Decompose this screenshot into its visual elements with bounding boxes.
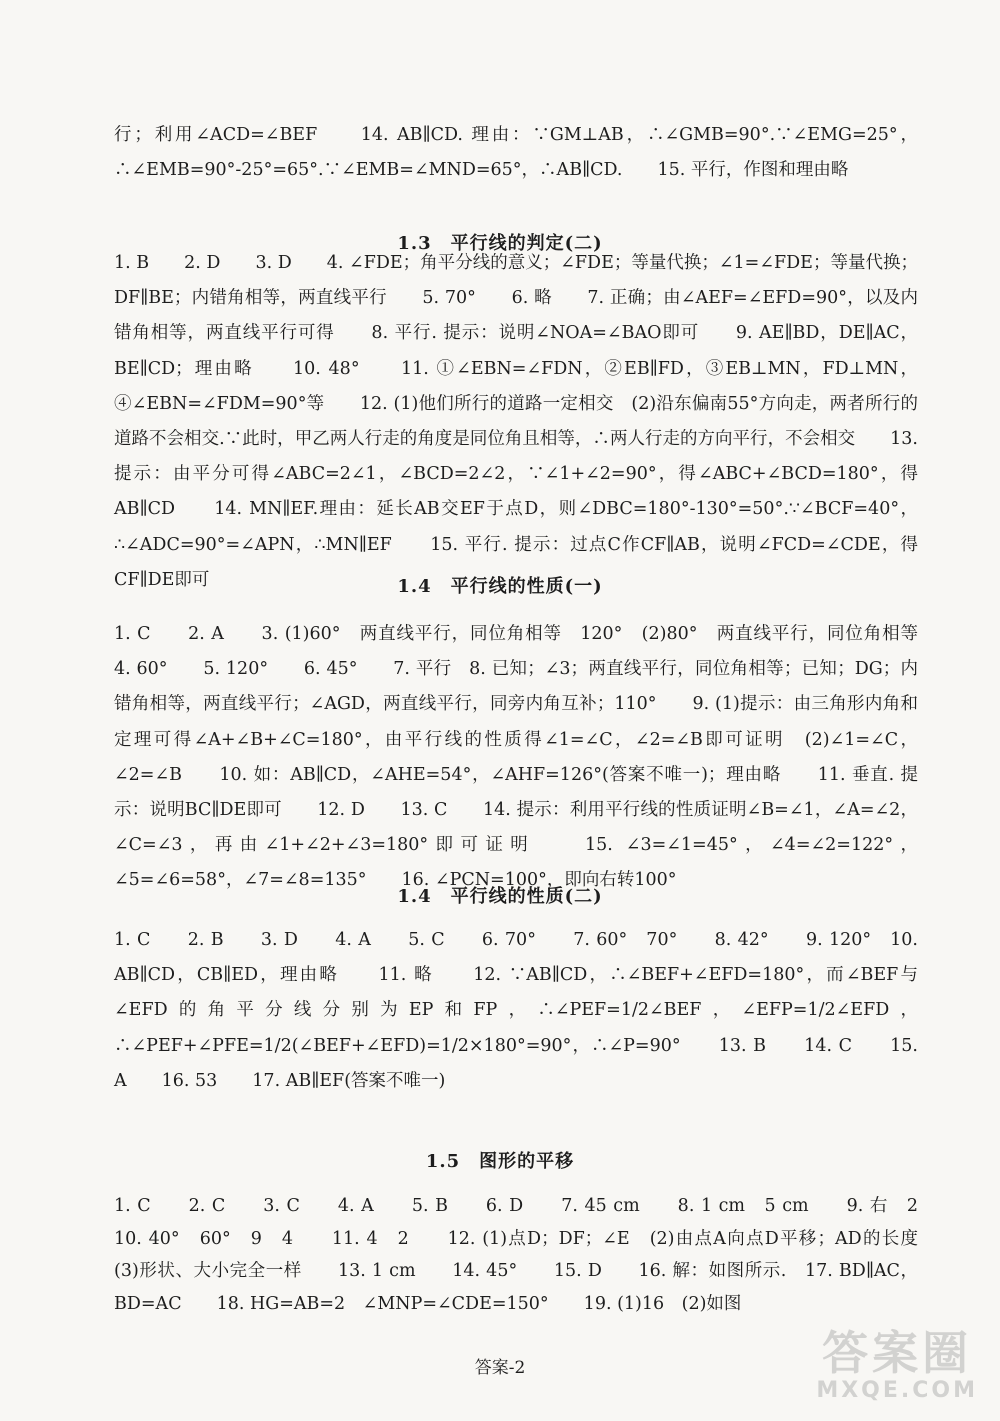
page-number: 答案-2: [474, 1358, 526, 1378]
section-1-4-b-answers: 1. C 2. B 3. D 4. A 5. C 6. 70° 7. 60° 70° 8. 42° 9. 120° 10. AB∥CD，CB∥ED，理由略 11. 略 12. ∵AB∥CD，∴∠BEF+∠EFD=180°，而∠BEF与∠EFD的角平分线分别为EP和FP，∴∠PEF=1/2∠BEF，∠EFP=1/2∠EFD，∴∠PEF+∠PFE=1/2(∠BEF+∠EFD)=1/2×180°=90°，∴∠P=90° 13. B 14. C 15. A 16. 53 17. AB∥EF(答案不唯一): [114, 930, 918, 1091]
section-1-4-a-answers: 1. C 2. A 3. (1)60° 两直线平行，同位角相等 120° (2)80° 两直线平行，同位角相等 4. 60° 5. 120° 6. 45° 7. 平行 8. 已知；∠3；两直线平行，同位角相等；已知；DG；内错角相等，两直线平行；∠AGD，两直线平行，同旁内角互补；110° 9. (1)提示：由三角形内角和定理可得∠A+∠B+∠C=180°，由平行线的性质得∠1=∠C，∠2=∠B即可证明 (2)∠1=∠C，∠2=∠B 10. 如：AB∥CD，∠AHE=54°，∠AHF=126°(答案不唯一)；理由略 11. 垂直. 提示：说明BC∥DE即可 12. D 13. C 14. 提示：利用平行线的性质证明∠B=∠1，∠A=∠2，∠C=∠3，再由∠1+∠2+∠3=180°即可证明 15. ∠3=∠1=45°，∠4=∠2=122°，∠5=∠6=58°，∠7=∠8=135° 16. ∠PCN=100°，即向右转100°: [114, 624, 953, 891]
section-title-1-3: 1.3 平行线的判定(二): [397, 233, 603, 254]
watermark-site: MXQE.COM: [816, 1378, 978, 1403]
section-title-1-5: 1.5 图形的平移: [425, 1151, 575, 1172]
watermark-brand: 答案圈: [822, 1326, 973, 1380]
section-1-2-continued: 行；利用∠ACD=∠BEF 14. AB∥CD. 理由：∵GM⊥AB，∴∠GMB=90°.∵∠EMG=25°，∴∠EMB=90°-25°=65°.∵∠EMB=∠MND=65°，∴AB∥CD. 15. 平行，作图和理由略: [114, 125, 918, 181]
section-1-3-answers: 1. B 2. D 3. D 4. ∠FDE；角平分线的意义；∠FDE；等量代换；∠1=∠FDE；等量代换；DF∥BE；内错角相等，两直线平行 5. 70° 6. 略 7. 正确；由∠AEF=∠EFD=90°，以及内错角相等，两直线平行可得 8. 平行. 提示：说明∠NOA=∠BAO即可 9. AE∥BD，DE∥AC，BE∥CD；理由略 10. 48° 11. ①∠EBN=∠FDN，②EB∥FD，③EB⊥MN，FD⊥MN，④∠EBN=∠FDM=90°等 12. (1)他们所行的道路一定相交 (2)沿东偏南55°方向走，两者所行的道路不会相交.∵此时，甲乙两人行走的角度是同位角且相等，∴两人行走的方向平行，不会相交 13. 提示：由平分可得∠ABC=2∠1，∠BCD=2∠2，∵∠1+∠2=90°，得∠ABC+∠BCD=180°，得AB∥CD 14. MN∥EF.理由：延长AB交EF于点D，则∠DBC=180°-130°=50°.∵∠BCF=40°，∴∠ADC=90°=∠APN，∴MN∥EF 15. 平行. 提示：过点C作CF∥AB，说明∠FCD=∠CDE，得CF∥DE即可: [114, 253, 918, 590]
section-title-1-4-b: 1.4 平行线的性质(二): [397, 886, 603, 907]
section-1-5-answers: 1. C 2. C 3. C 4. A 5. B 6. D 7. 45 cm 8. 1 cm 5 cm 9. 右 2 10. 40° 60° 9 4 11. 4 2 12. (1)点D；DF；∠E (2)由点A向点D平移；AD的长度 (3)形状、大小完全一样 13. 1 cm 14. 45° 15. D 16. 解：如图所示. 17. BD∥AC，BD=AC 18. HG=AB=2 ∠MNP=∠CDE=150° 19. (1)16 (2)如图: [114, 1196, 936, 1314]
watermark-logo: [816, 1328, 978, 1404]
section-title-1-4-a: 1.4 平行线的性质(一): [397, 576, 603, 597]
